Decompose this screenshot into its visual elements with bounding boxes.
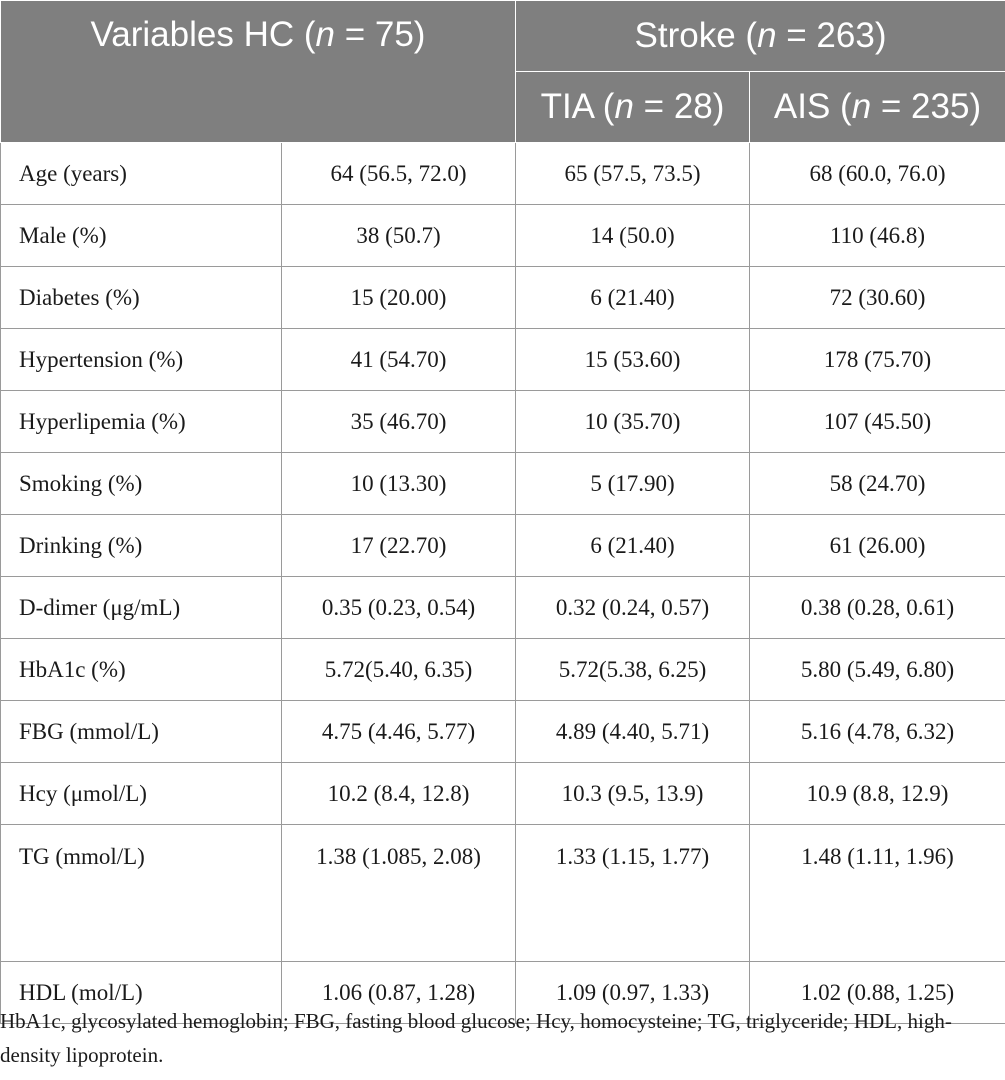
cell-hc: 10.2 (8.4, 12.8) xyxy=(282,763,516,825)
cell-tia: 4.89 (4.40, 5.71) xyxy=(516,701,750,763)
cell-ais: 10.9 (8.8, 12.9) xyxy=(750,763,1005,825)
table-row xyxy=(1,763,1005,825)
cell-ais: 1.48 (1.11, 1.96) xyxy=(750,825,1005,962)
table-row xyxy=(1,391,1005,453)
table-row xyxy=(1,577,1005,639)
table-row xyxy=(1,267,1005,329)
table-footnote: HbA1c, glycosylated hemoglobin; FBG, fasting blood glucose; Hcy, homocysteine; TG, triglyceride; HDL, high-density lipoprotein. xyxy=(0,1009,952,1067)
cell-ais: 5.16 (4.78, 6.32) xyxy=(750,701,1005,763)
table-body xyxy=(1,143,1005,1024)
header-row-1 xyxy=(1,1,1005,72)
cell-tia: 5.72(5.38, 6.25) xyxy=(516,639,750,701)
cell-hc: 5.72(5.40, 6.35) xyxy=(282,639,516,701)
cell-ais: 58 (24.70) xyxy=(750,453,1005,515)
table-row xyxy=(1,329,1005,391)
row-label: TG (mmol/L) xyxy=(1,825,282,962)
cell-ais: 61 (26.00) xyxy=(750,515,1005,577)
table-row xyxy=(1,453,1005,515)
row-label: Smoking (%) xyxy=(1,453,282,515)
cell-hc: 41 (54.70) xyxy=(282,329,516,391)
cell-ais: 110 (46.8) xyxy=(750,205,1005,267)
cell-hc: 10 (13.30) xyxy=(282,453,516,515)
row-label: HbA1c (%) xyxy=(1,639,282,701)
cell-tia: 10.3 (9.5, 13.9) xyxy=(516,763,750,825)
table-row xyxy=(1,205,1005,267)
cell-ais: 1.02 (0.88, 1.25) xyxy=(750,962,1005,1024)
cell-ais: 72 (30.60) xyxy=(750,267,1005,329)
cell-hc: 35 (46.70) xyxy=(282,391,516,453)
cell-hc: 0.35 (0.23, 0.54) xyxy=(282,577,516,639)
cell-tia: 15 (53.60) xyxy=(516,329,750,391)
row-label: Hyperlipemia (%) xyxy=(1,391,282,453)
table-row xyxy=(1,701,1005,763)
row-label: Hcy (μmol/L) xyxy=(1,763,282,825)
cell-hc: 15 (20.00) xyxy=(282,267,516,329)
row-label: FBG (mmol/L) xyxy=(1,701,282,763)
cell-tia: 14 (50.0) xyxy=(516,205,750,267)
table-header xyxy=(1,1,1005,143)
table-row xyxy=(1,825,1005,962)
header-variables-hc: Variables HC (n = 75) xyxy=(1,1,516,143)
cell-tia: 6 (21.40) xyxy=(516,515,750,577)
cell-ais: 0.38 (0.28, 0.61) xyxy=(750,577,1005,639)
table-row xyxy=(1,143,1005,205)
header-ais: AIS (n = 235) xyxy=(750,72,1005,143)
row-label: Diabetes (%) xyxy=(1,267,282,329)
cell-ais: 107 (45.50) xyxy=(750,391,1005,453)
table-row xyxy=(1,515,1005,577)
row-label: Hypertension (%) xyxy=(1,329,282,391)
cell-hc: 64 (56.5, 72.0) xyxy=(282,143,516,205)
row-label: D-dimer (μg/mL) xyxy=(1,577,282,639)
row-label: Male (%) xyxy=(1,205,282,267)
cell-hc: 17 (22.70) xyxy=(282,515,516,577)
cell-tia: 1.09 (0.97, 1.33) xyxy=(516,962,750,1024)
cell-hc: 1.38 (1.085, 2.08) xyxy=(282,825,516,962)
cell-tia: 10 (35.70) xyxy=(516,391,750,453)
cell-tia: 0.32 (0.24, 0.57) xyxy=(516,577,750,639)
cell-tia: 5 (17.90) xyxy=(516,453,750,515)
cell-tia: 65 (57.5, 73.5) xyxy=(516,143,750,205)
header-tia: TIA (n = 28) xyxy=(516,72,750,143)
row-label: HDL (mol/L) xyxy=(1,962,282,1024)
cell-hc: 4.75 (4.46, 5.77) xyxy=(282,701,516,763)
row-label: Age (years) xyxy=(1,143,282,205)
cell-tia: 1.33 (1.15, 1.77) xyxy=(516,825,750,962)
cell-hc: 1.06 (0.87, 1.28) xyxy=(282,962,516,1024)
cell-ais: 5.80 (5.49, 6.80) xyxy=(750,639,1005,701)
cell-ais: 178 (75.70) xyxy=(750,329,1005,391)
row-label: Drinking (%) xyxy=(1,515,282,577)
header-stroke: Stroke (n = 263) xyxy=(516,1,1005,72)
cell-ais: 68 (60.0, 76.0) xyxy=(750,143,1005,205)
cell-hc: 38 (50.7) xyxy=(282,205,516,267)
table-row xyxy=(1,639,1005,701)
cell-tia: 6 (21.40) xyxy=(516,267,750,329)
